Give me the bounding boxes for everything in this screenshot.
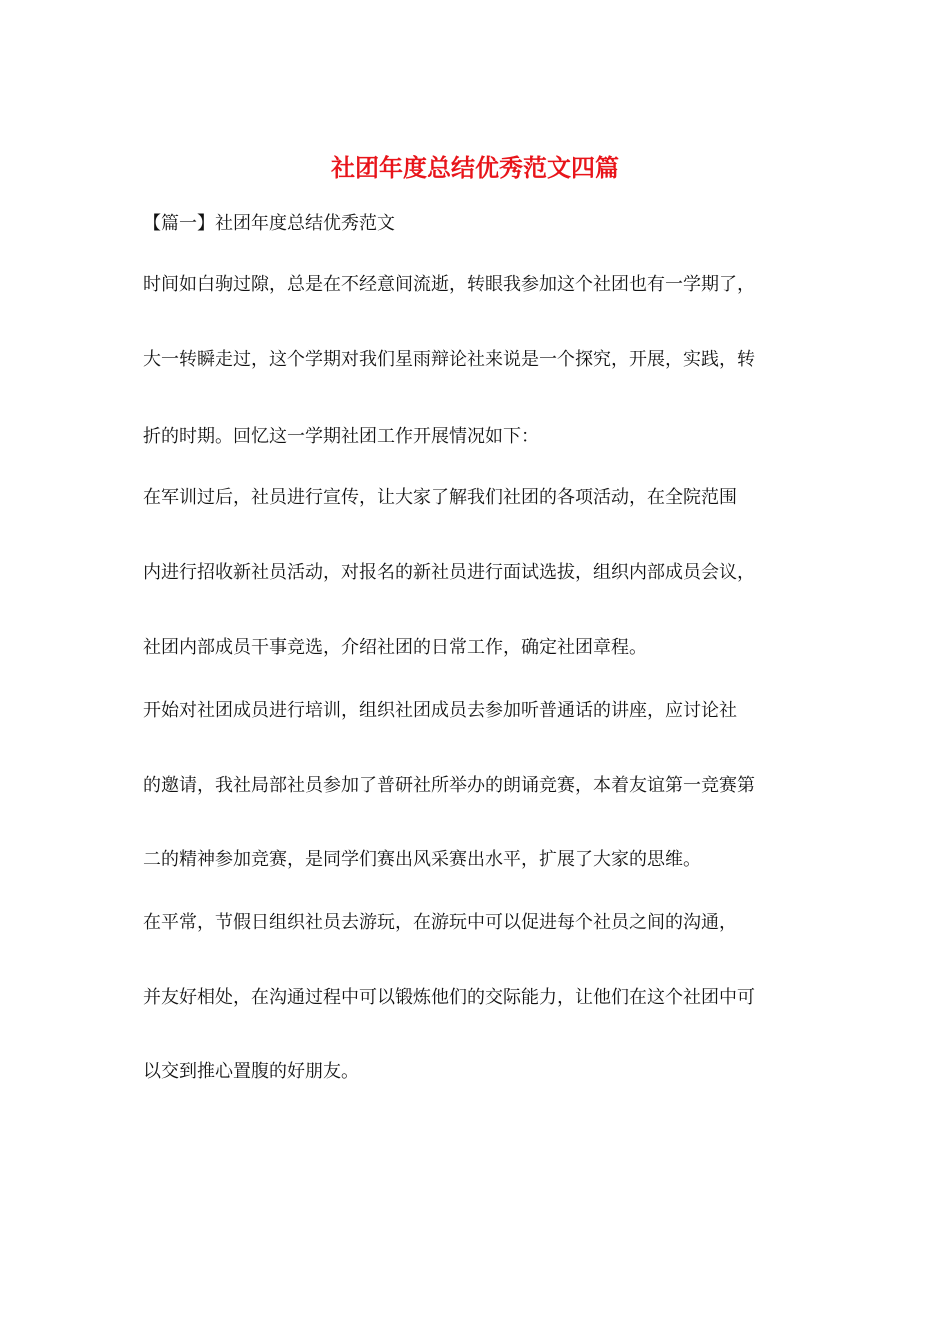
paragraph-line: 时间如白驹过隙，总是在不经意间流逝，转眼我参加这个社团也有一学期了， xyxy=(143,274,755,295)
section-heading: 【篇一】社团年度总结优秀范文 xyxy=(143,213,395,234)
paragraph-line: 内进行招收新社员活动，对报名的新社员进行面试选拔，组织内部成员会议， xyxy=(143,562,755,583)
paragraph-line: 社团内部成员干事竞选，介绍社团的日常工作，确定社团章程。 xyxy=(143,637,647,658)
document-title: 社团年度总结优秀范文四篇 xyxy=(331,153,619,182)
paragraph-line: 的邀请，我社局部社员参加了普研社所举办的朗诵竞赛，本着友谊第一竞赛第 xyxy=(143,775,755,796)
paragraph-line: 在军训过后，社员进行宣传，让大家了解我们社团的各项活动，在全院范围 xyxy=(143,487,737,508)
paragraph-line: 大一转瞬走过，这个学期对我们星雨辩论社来说是一个探究，开展，实践，转 xyxy=(143,349,755,370)
paragraph-line: 并友好相处，在沟通过程中可以锻炼他们的交际能力，让他们在这个社团中可 xyxy=(143,987,755,1008)
paragraph-line: 二的精神参加竞赛，是同学们赛出风采赛出水平，扩展了大家的思维。 xyxy=(143,849,701,870)
paragraph-line: 以交到推心置腹的好朋友。 xyxy=(143,1061,359,1082)
paragraph-line: 开始对社团成员进行培训，组织社团成员去参加听普通话的讲座，应讨论社 xyxy=(143,700,737,721)
paragraph-line: 在平常，节假日组织社员去游玩，在游玩中可以促进每个社员之间的沟通， xyxy=(143,912,737,933)
paragraph-line: 折的时期。回忆这一学期社团工作开展情况如下： xyxy=(143,426,539,447)
